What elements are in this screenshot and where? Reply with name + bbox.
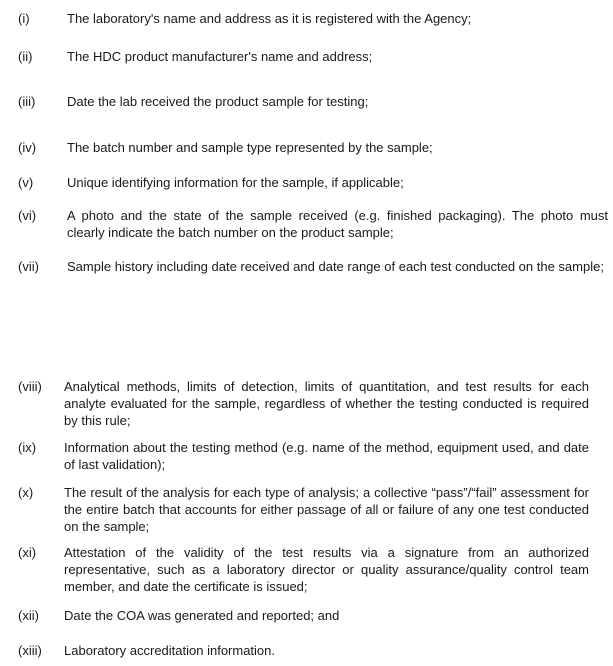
- item-number: (vi): [18, 208, 37, 223]
- item-text: Date the COA was generated and reported; and: [64, 608, 340, 623]
- item-text: The HDC product manufacturer's name and address;: [67, 49, 373, 64]
- item-text: The laboratory's name and address as it is registered with the Agency;: [67, 11, 472, 26]
- item-number: (i): [18, 11, 30, 26]
- item-number: (iv): [18, 140, 37, 155]
- item-text: Laboratory accreditation information.: [64, 643, 276, 658]
- item-text: The batch number and sample type represented by the sample;: [67, 140, 433, 155]
- item-number: (ix): [18, 440, 37, 455]
- item-text: Information about the testing method (e.g. name of the method, equipment used, and date of last validation);: [64, 440, 589, 472]
- item-number: (vii): [18, 259, 39, 274]
- item-text: The result of the analysis for each type of analysis; a collective “pass”/“fail” assessment for the entire batch that accounts for either passage of all or failure of any one test conducted on the sample;: [64, 485, 589, 534]
- item-text: Date the lab received the product sample for testing;: [67, 94, 369, 109]
- item-number: (xii): [18, 608, 39, 623]
- item-text: Analytical methods, limits of detection, limits of quantitation, and test results for each analyte evaluated for the sample, regardless of whether the testing conducted is required by this rule;: [64, 379, 589, 428]
- item-number: (viii): [18, 379, 42, 394]
- item-number: (iii): [18, 94, 36, 109]
- item-text: Sample history including date received and date range of each test conducted on the sample;: [67, 259, 604, 274]
- item-number: (ii): [18, 49, 33, 64]
- item-number: (x): [18, 485, 34, 500]
- item-number: (v): [18, 175, 34, 190]
- item-number: (xi): [18, 545, 37, 560]
- item-text: A photo and the state of the sample received (e.g. finished packaging). The photo must clearly indicate the batch number on the product sample;: [67, 208, 608, 240]
- item-text: Unique identifying information for the sample, if applicable;: [67, 175, 404, 190]
- item-text: Attestation of the validity of the test results via a signature from an authorized representative, such as a laboratory director or quality assurance/quality control team member, and date the certificate is issued;: [64, 545, 589, 594]
- item-number: (xiii): [18, 643, 42, 658]
